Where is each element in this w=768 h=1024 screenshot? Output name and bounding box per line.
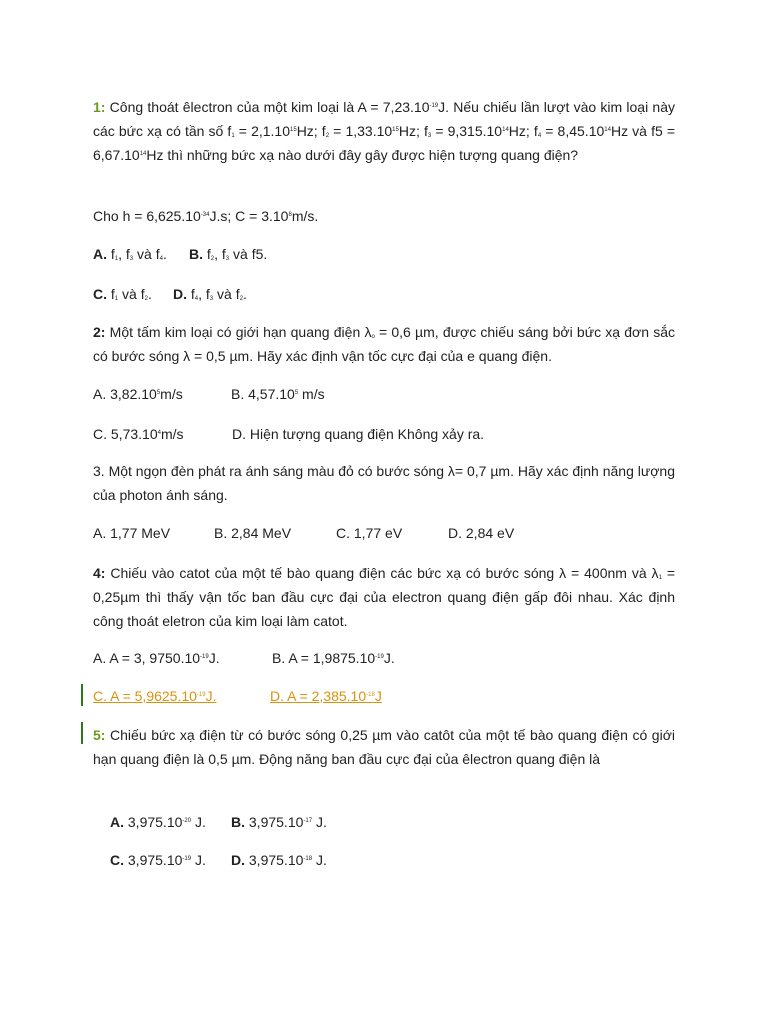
option-exp: -18 [303, 856, 313, 862]
q1-constants [93, 204, 318, 228]
option-label: D. [173, 286, 187, 302]
option-exp: -19 [200, 654, 209, 660]
option-text: và f5. [229, 246, 268, 262]
q1-text: Hz; f [398, 123, 428, 139]
option-text: , f [214, 246, 226, 262]
option-text: J. [205, 688, 217, 704]
q1-option-c [93, 282, 152, 306]
option-sub: 4 [159, 256, 163, 262]
option-sub: 2 [210, 256, 215, 262]
option-exp: -20 [182, 818, 192, 824]
q4-option-b [272, 646, 395, 670]
q1-exp: 14 [139, 151, 147, 157]
option-text: m/s [160, 386, 183, 402]
option-text: B. 4,57.10 [231, 386, 295, 402]
option-label: B. [231, 814, 245, 830]
option-exp: -19 [182, 856, 192, 862]
option-text: J. [312, 814, 327, 830]
option-text: J. [312, 852, 327, 868]
option-text: và f [118, 286, 145, 302]
q1-text: Công thoát êlectron của một kim loại là A = 7,23.10 [105, 99, 430, 115]
q4-text: Chiếu vào catot của một tế bào quang điện các bức xạ có bước sóng λ = 400nm và λ [105, 565, 659, 581]
option-label: A. [110, 814, 124, 830]
option-sub: 3 [129, 256, 134, 262]
option-text: C. 5,73.10 [93, 426, 158, 442]
q4-sub: 1 [658, 575, 662, 581]
option-text: J. [191, 852, 206, 868]
q2-option-c [93, 422, 184, 446]
option-text: A. A = 3, 9750.10 [93, 650, 201, 666]
q2-option-d: D. Hiện tượng quang điện Không xảy ra. [232, 426, 485, 442]
option-exp: -17 [303, 818, 313, 824]
question-3: 3. Một ngọn đèn phát ra ánh sáng màu đỏ có bước sóng λ= 0,7 µm. Hãy xác định năng lượng của photon ánh sáng. [93, 463, 675, 503]
option-label: C. [93, 286, 107, 302]
option-text: f [107, 286, 115, 302]
option-text: J. [208, 650, 220, 666]
q3-option-d: D. 2,84 eV [448, 525, 515, 541]
q2-text: = 0,6 µm, được chiếu sáng bởi bức xạ đơn sắc có bước sóng λ = 0,5 µm. Hãy xác định vận tốc cực đại của e quang điện. [93, 324, 675, 364]
option-text: . [162, 246, 167, 262]
q1-text: Hz; f [508, 123, 538, 139]
option-text: 3,975.10 [124, 814, 183, 830]
option-sub: 3 [225, 256, 230, 262]
q1-text: = 2,1.10 [234, 123, 290, 139]
q1-option-b [189, 242, 267, 266]
question-2 [93, 320, 675, 368]
option-sub: 1 [114, 256, 119, 262]
q1-sub: 2 [325, 133, 330, 139]
q4-option-c [93, 684, 216, 708]
margin-change-bar [81, 684, 83, 706]
q5-option-c [110, 848, 206, 872]
option-exp: -18 [366, 692, 375, 698]
const-text: Cho h = 6,625.10 [93, 208, 201, 224]
q1-text: = 8,45.10 [541, 123, 605, 139]
q4-text: = 0,25µm thì thấy vận tốc ban đầu cực đại của electron quang điện gấp đôi nhau. Xác định công thoát eletron của kim loại làm catot. [93, 565, 675, 629]
q1-text: Hz; f [296, 123, 326, 139]
option-sub: 2 [239, 296, 243, 302]
q5-option-b [231, 810, 327, 834]
option-sub: 4 [194, 296, 199, 302]
option-text: . [242, 286, 247, 302]
option-exp: 5 [294, 390, 299, 396]
q1-exp: 14 [604, 127, 611, 133]
q1-text: = 1,33.10 [329, 123, 393, 139]
q2-sub: o [371, 334, 375, 340]
option-sub: 3 [209, 296, 214, 302]
option-exp: 5 [156, 390, 161, 396]
q1-exp: 15 [290, 127, 297, 133]
q1-text: = 9,315.10 [431, 123, 503, 139]
option-text: , f [118, 246, 130, 262]
q3-option-b: B. 2,84 MeV [214, 525, 292, 541]
q1-text: Hz thì những bức xạ nào dưới đây gây được hiện tượng quang điện? [146, 147, 579, 163]
question-2-number: 2: [93, 324, 106, 340]
q5-option-a [110, 810, 206, 834]
option-text: và f [213, 286, 240, 302]
option-text: 3,975.10 [245, 852, 304, 868]
option-text: 3,975.10 [124, 852, 183, 868]
option-text: C. A = 5,9625.10 [93, 688, 197, 704]
q1-exp: 15 [392, 127, 399, 133]
question-1-number: 1: [93, 99, 106, 115]
q1-text: Hz và f5 = 6,67.10 [93, 123, 676, 163]
question-5 [93, 723, 675, 771]
option-text: J. [383, 650, 395, 666]
q2-option-a [93, 382, 183, 406]
option-text: , f [198, 286, 210, 302]
question-5-number: 5: [93, 727, 106, 743]
option-text: m/s [160, 426, 184, 442]
q1-text: J. Nếu chiếu lần lượt vào kim loại này các bức xạ có tần số f [93, 99, 676, 139]
option-exp: -19 [196, 692, 206, 698]
margin-change-bar [81, 722, 83, 744]
option-text: f [187, 286, 195, 302]
option-text: 3,975.10 [245, 814, 304, 830]
q1-option-a [93, 242, 167, 266]
q1-sub: 4 [537, 133, 542, 139]
q1-exp: -19 [429, 103, 439, 109]
q4-option-a [93, 646, 220, 670]
option-text: A. 3,82.10 [93, 386, 157, 402]
question-4-number: 4: [93, 565, 106, 581]
q3-option-c: C. 1,77 eV [336, 525, 403, 541]
q1-exp: 14 [502, 127, 509, 133]
option-sub: 2 [144, 296, 148, 302]
option-text: J. [191, 814, 206, 830]
const-exp: -34 [200, 212, 210, 218]
option-text: và f [133, 246, 160, 262]
q2-option-b [231, 382, 325, 406]
const-text: m/s. [291, 208, 319, 224]
option-sub: 1 [114, 296, 119, 302]
option-text: B. A = 1,9875.10 [272, 650, 376, 666]
q4-option-d [270, 684, 382, 708]
option-label: C. [110, 852, 124, 868]
q1-sub: 3 [427, 133, 432, 139]
const-exp: 8 [288, 212, 292, 218]
option-text: D. A = 2,385.10 [270, 688, 367, 704]
option-label: B. [189, 246, 203, 262]
q5-text: Chiếu bức xạ điện từ có bước sóng 0,25 µm vào catôt của một tế bào quang điện có giới hạn quang điện là 0,5 µm. Động năng ban đầu cực đại của êlectron quang điện là [93, 727, 675, 767]
q5-option-d [231, 848, 327, 872]
option-label: A. [93, 246, 107, 262]
const-text: J.s; C = 3.10 [209, 208, 289, 224]
option-label: D. [231, 852, 245, 868]
question-4 [93, 561, 675, 633]
option-text: J [374, 688, 382, 704]
q3-option-a: A. 1,77 MeV [93, 525, 171, 541]
q1-sub: 1 [231, 133, 235, 139]
option-text: m/s [298, 386, 325, 402]
q2-text: Một tấm kim loại có giới hạn quang điện λ [105, 324, 372, 340]
option-exp: 4 [157, 430, 161, 436]
option-text: . [147, 286, 152, 302]
option-text: f [203, 246, 211, 262]
q1-option-d [173, 282, 247, 306]
question-1 [93, 95, 675, 167]
option-exp: -19 [375, 654, 384, 660]
option-text: f [107, 246, 115, 262]
